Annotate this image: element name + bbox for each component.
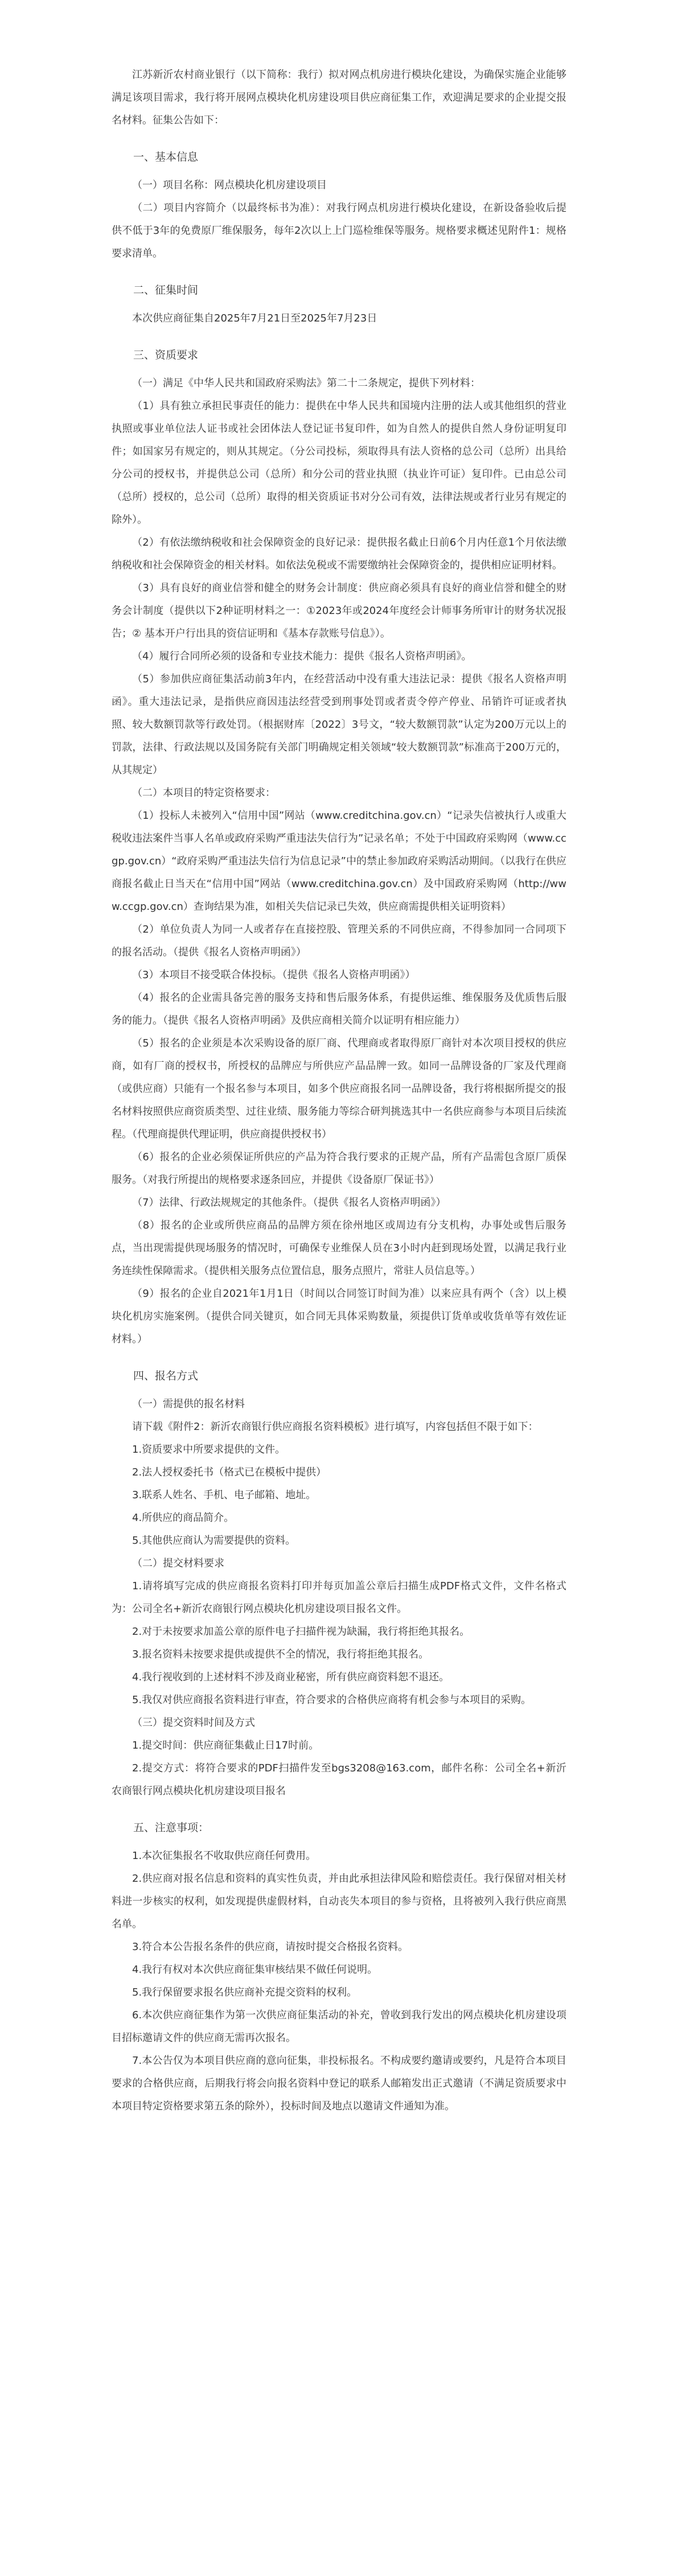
specific-qualification-heading: （二）本项目的特定资格要求： [132,787,276,799]
qualification-item: （1）具有独立承担民事责任的能力：提供在中华人民共和国境内注册的法人或其他组织的营业执照或事业单位法人证书或社会团体法人登记证书复印件，如为自然人的提供自然人身份证明复印件；如国家另有规定的，则从其规定。（分公司投标，须取得具有法人资格的总公司（总所）出具给分公司的授权书，并提供总公司（总所）和分公司的营业执照（执业许可证）复印件。已由总公司（总所）授权的，总公司（总所）取得的相关资质证书对分公司有效，法律法规或者行业另有规定的除外）。 [112,400,566,526]
qualification-item: （2）有依法缴纳税收和社会保障资金的良好记录：提供报名截止日前6个月内任意1个月依法缴纳税收和社会保障资金的相关材料。如依法免税或不需要缴纳社会保障资金的，提供相应证明材料。 [112,537,566,571]
notice-item: 2.供应商对报名信息和资料的真实性负责，并由此承担法律风险和赔偿责任。我行保留对相关材料进一步核实的权利，如发现提供虚假材料，自动丧失本项目的参与资格，且将被列入我行供应商黑名单。 [112,1873,566,1930]
section5-heading: 五、注意事项： [133,1821,209,1834]
qualification-item: （4）履行合同所必须的设备和专业技术能力：提供《报名人资格声明函》。 [132,650,472,662]
submission-requirement-item: 1.请将填写完成的供应商报名资料打印并每页加盖公章后扫描生成PDF格式文件，文件名格式为：公司全名+新沂农商银行网点模块化机房建设项目报名文件。 [112,1580,566,1615]
materials-heading: （一）需提供的报名材料 [132,1398,245,1410]
section4-heading: 四、报名方式 [133,1370,199,1382]
intro-paragraph: 江苏新沂农村商业银行（以下简称：我行）拟对网点机房进行模块化建设，为确保实施企业能够满足该项目需求，我行将开展网点模块化机房建设项目供应商征集工作，欢迎满足要求的企业提交报名材料。征集公告如下： [112,69,566,126]
submission-time-heading: （三）提交资料时间及方式 [132,1717,255,1729]
project-summary: （二）项目内容简介（以最终标书为准）：对我行网点机房进行模块化建设，在新设备验收后提供不低于3年的免费原厂维保服务，每年2次以上上门巡检维保等服务。规格要求概述见附件1：规格要求清单。 [112,202,566,259]
section3-heading: 三、资质要求 [133,349,199,361]
specific-qualification-item: （7）法律、行政法规规定的其他条件。（提供《报名人资格声明函》） [132,1197,446,1209]
submission-requirement-item: 3.报名资料未按要求提供或提供不全的情况，我行将拒绝其报名。 [132,1648,429,1660]
materials-item: 1.资质要求中所要求提供的文件。 [132,1444,286,1456]
qualification-item: （5）参加供应商征集活动前3年内，在经营活动中没有重大违法记录：提供《报名人资格声明函》。重大违法记录，是指供应商因违法经营受到刑事处罚或者责令停产停业、吊销许可证或者执照、较大数额罚款等行政处罚。（根据财库〔2022〕3号文，“较大数额罚款”认定为200万元以上的罚款，法律、行政法规以及国务院有关部门明确规定相关领域“较大数额罚款”标准高于200万元的，从其规定） [112,673,566,776]
materials-item: 4.所供应的商品简介。 [132,1512,235,1524]
notice-item: 5.我行保留要求报名供应商补充提交资料的权利。 [132,1986,358,1998]
qualification-item: （3）具有良好的商业信誉和健全的财务会计制度：供应商必须具有良好的商业信誉和健全的财务会计制度（提供以下2种证明材料之一：①2023年或2024年度经会计师事务所审计的财务状况报告；② 基本开户行出具的资信证明和《基本存款账号信息》）。 [112,582,566,640]
notice-item: 4.我行有权对本次供应商征集审核结果不做任何说明。 [132,1964,378,1976]
submission-requirement-item: 4.我行视收到的上述材料不涉及商业秘密，所有供应商资料恕不退还。 [132,1671,450,1683]
qualification-item: （一）满足《中华人民共和国政府采购法》第二十二条规定，提供下列材料： [132,377,480,389]
materials-item: 3.联系人姓名、手机、电子邮箱、地址。 [132,1489,317,1501]
submission-requirement-item: 2.对于未按要求加盖公章的原件电子扫描件视为缺漏，我行将拒绝其报名。 [132,1626,470,1638]
specific-qualification-item: （9）报名的企业自2021年1月1日（时间以合同签订时间为准）以来应具有两个（含）以上模块化机房实施案例。（提供合同关键页，如合同无具体采购数量，须提供订货单或收货单等有效佐证材料。） [112,1288,566,1345]
section2-heading: 二、征集时间 [133,284,199,296]
specific-qualification-item: （4）报名的企业需具备完善的服务支持和售后服务体系，有提供运维、维保服务及优质售后服务的能力。（提供《报名人资格声明函》及供应商相关简介以证明有相应能力） [112,992,566,1027]
specific-qualification-item: （3）本项目不接受联合体投标。（提供《报名人资格声明函》） [132,969,416,981]
materials-intro: 请下载《附件2：新沂农商银行供应商报名资料模板》进行填写，内容包括但不限于如下： [132,1421,539,1433]
collection-period: 本次供应商征集自2025年7月21日至2025年7月23日 [132,312,377,324]
project-name: （一）项目名称：网点模块化机房建设项目 [132,179,327,191]
specific-qualification-item: （5）报名的企业须是本次采购设备的原厂商、代理商或者取得原厂商针对本次项目授权的供应商，如有厂商的授权书，所授权的品牌应与所供应产品品牌一致。如同一品牌设备的厂家及代理商（或供应商）只能有一个报名参与本项目，如多个供应商报名同一品牌设备，我行将根据所提交的报名材料按照供应商资质类型、过往业绩、服务能力等综合研判挑选其中一名供应商参与本项目后续流程。（代理商提供代理证明，供应商提供授权书） [112,1037,566,1140]
section1-heading: 一、基本信息 [133,151,199,163]
specific-qualification-item: （2）单位负责人为同一人或者存在直接控股、管理关系的不同供应商，不得参加同一合同项下的报名活动。（提供《报名人资格声明函》） [112,924,566,958]
notice-item: 3.符合本公告报名条件的供应商，请按时提交合格报名资料。 [132,1941,409,1953]
specific-qualification-item: （1）投标人未被列入“信用中国”网站（www.creditchina.gov.cn）“记录失信被执行人或重大税收违法案件当事人名单或政府采购严重违法失信行为”记录名单；不处于中国政府采购网（www.ccgp.gov.cn）“政府采购严重违法失信行为信息记录”中的禁止参加政府采购活动期间。（以我行在供应商报名截止日当天在“信用中国”网站（www.creditchina.gov.cn）及中国政府采购网（http://www.ccgp.gov.cn）查询结果为准，如相关失信记录已失效，供应商需提供相关证明资料） [112,810,566,913]
submission-method-item: 2.提交方式：将符合要求的PDF扫描件发至bgs3208@163.com，邮件名称：公司全名+新沂农商银行网点模块化机房建设项目报名 [112,1762,566,1797]
submission-requirements-heading: （二）提交材料要求 [132,1557,224,1569]
submission-requirement-item: 5.我仅对供应商报名资料进行审查，符合要求的合格供应商将有机会参与本项目的采购。 [132,1694,532,1706]
materials-item: 5.其他供应商认为需要提供的资料。 [132,1535,296,1547]
notice-item: 6.本次供应商征集作为第一次供应商征集活动的补充，曾收到我行发出的网点模块化机房建设项目招标邀请文件的供应商无需再次报名。 [112,2009,566,2044]
submission-time-item: 1.提交时间：供应商征集截止日17时前。 [132,1740,319,1751]
materials-item: 2.法人授权委托书（格式已在模板中提供） [132,1466,327,1478]
notice-item: 1.本次征集报名不收取供应商任何费用。 [132,1850,317,1862]
notice-item: 7.本公告仅为本项目供应商的意向征集，非投标报名。不构成要约邀请或要约，凡是符合本项目要求的合格供应商，后期我行将会向报名资料中登记的联系人邮箱发出正式邀请（不满足资质要求中本项目特定资格要求第五条的除外），投标时间及地点以邀请文件通知为准。 [112,2055,566,2112]
specific-qualification-item: （6）报名的企业必须保证所供应的产品为符合我行要求的正规产品，所有产品需包含原厂质保服务。（对我行所提出的规格要求逐条回应，并提供《设备原厂保证书》） [112,1151,566,1186]
specific-qualification-item: （8）报名的企业或所供应商品的品牌方须在徐州地区或周边有分支机构，办事处或售后服务点，当出现需提供现场服务的情况时，可确保专业维保人员在3小时内赶到现场处置，以满足我行业务连续性保障需求。（提供相关服务点位置信息，服务点照片，常驻人员信息等。） [112,1219,566,1277]
